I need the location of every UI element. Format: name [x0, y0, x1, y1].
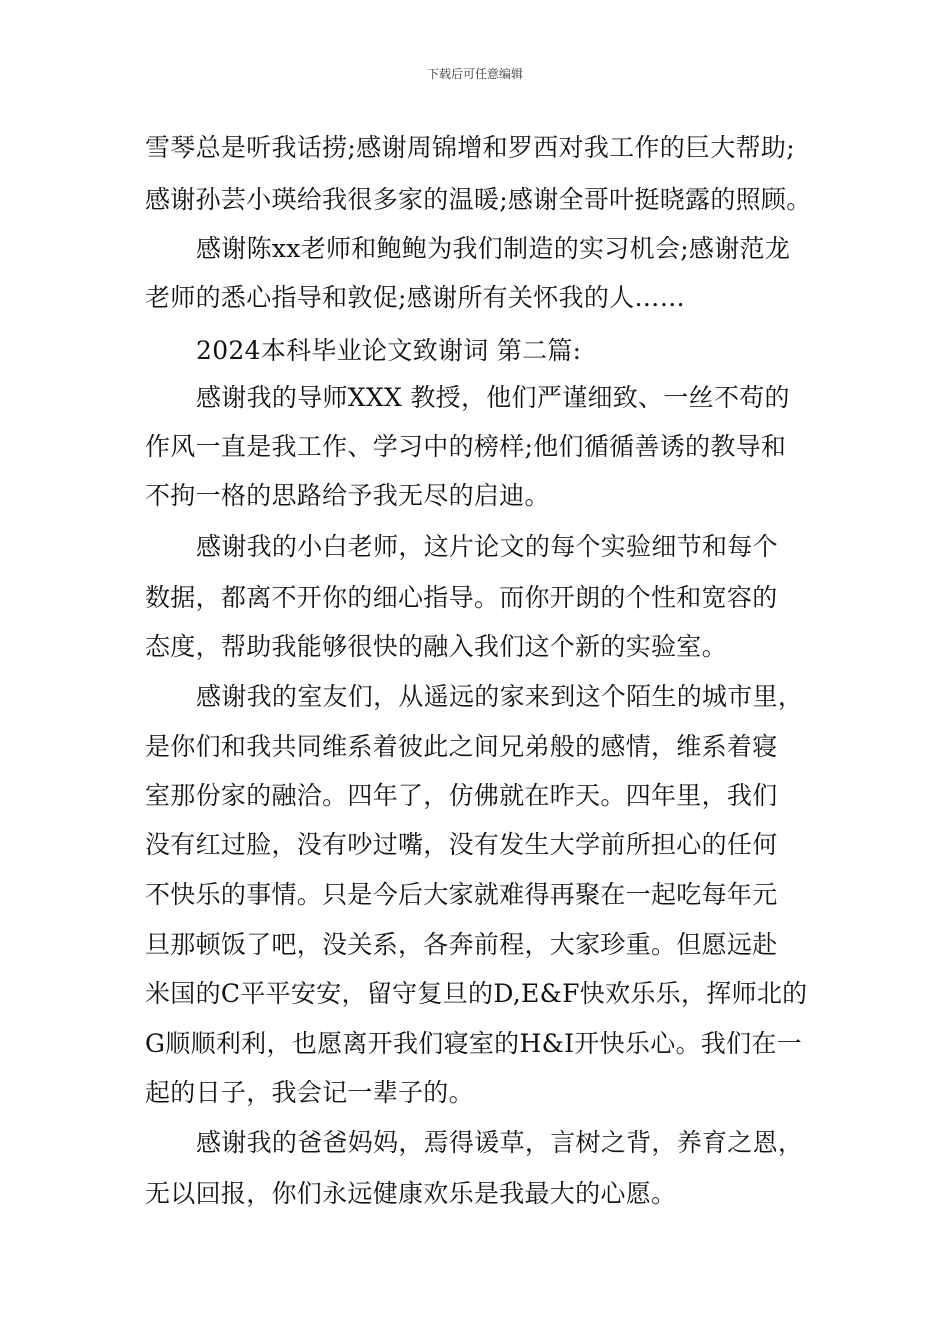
text-line: 感谢我的小白老师，这片论文的每个实验细节和每个 [196, 532, 778, 561]
text-line: 是你们和我共同维系着彼此之间兄弟般的感情，维系着寝 [145, 732, 778, 761]
text-line: 起的日子，我会记一辈子的。 [145, 1078, 474, 1107]
text-line: 没有红过脸，没有吵过嘴，没有发生大学前所担心的任何 [145, 830, 778, 859]
page-header: 下载后可任意编辑 [426, 67, 523, 81]
text-line: 感谢孙芸小瑛给我很多家的温暖;感谢全哥叶挺晓露的照顾。 [145, 185, 812, 214]
text-line: 室那份家的融洽。四年了，仿佛就在昨天。四年里，我们 [145, 781, 778, 810]
text-line: 老师的悉心指导和敦促;感谢所有关怀我的人…… [145, 283, 686, 312]
text-line: 不快乐的事情。只是今后大家就难得再聚在一起吃每年元 [145, 880, 778, 909]
text-line: 作风一直是我工作、学习中的榜样;他们循循善诱的教导和 [145, 432, 787, 461]
text-line: 雪琴总是听我话捞;感谢周锦增和罗西对我工作的巨大帮助; [145, 133, 795, 162]
text-line: 无以回报，你们永远健康欢乐是我最大的心愿。 [145, 1179, 677, 1208]
text-line: 感谢陈xx老师和鲍鲍为我们制造的实习机会;感谢范龙 [196, 234, 791, 263]
text-line: 旦那顿饭了吧，没关系，各奔前程，大家珍重。但愿远赴 [145, 930, 778, 959]
text-line: 数据，都离不开你的细心指导。而你开朗的个性和宽容的 [145, 583, 778, 612]
text-line: 不拘一格的思路给予我无尽的启迪。 [145, 481, 550, 510]
text-line: 感谢我的导师XXX 教授，他们严谨细致、一丝不苟的 [196, 383, 790, 412]
text-line: 米国的C平平安安，留守复旦的D,E&F快欢乐乐，挥师北的 [145, 979, 808, 1008]
text-line: 态度，帮助我能够很快的融入我们这个新的实验室。 [145, 632, 727, 661]
text-line: 感谢我的室友们，从遥远的家来到这个陌生的城市里， [196, 682, 804, 711]
section-heading: 2024本科毕业论文致谢词 第二篇: [196, 336, 582, 365]
text-line: G顺顺利利，也愿离开我们寝室的H&I开快乐心。我们在一 [145, 1029, 803, 1058]
text-line: 感谢我的爸爸妈妈，焉得谖草，言树之背，养育之恩， [196, 1128, 804, 1157]
